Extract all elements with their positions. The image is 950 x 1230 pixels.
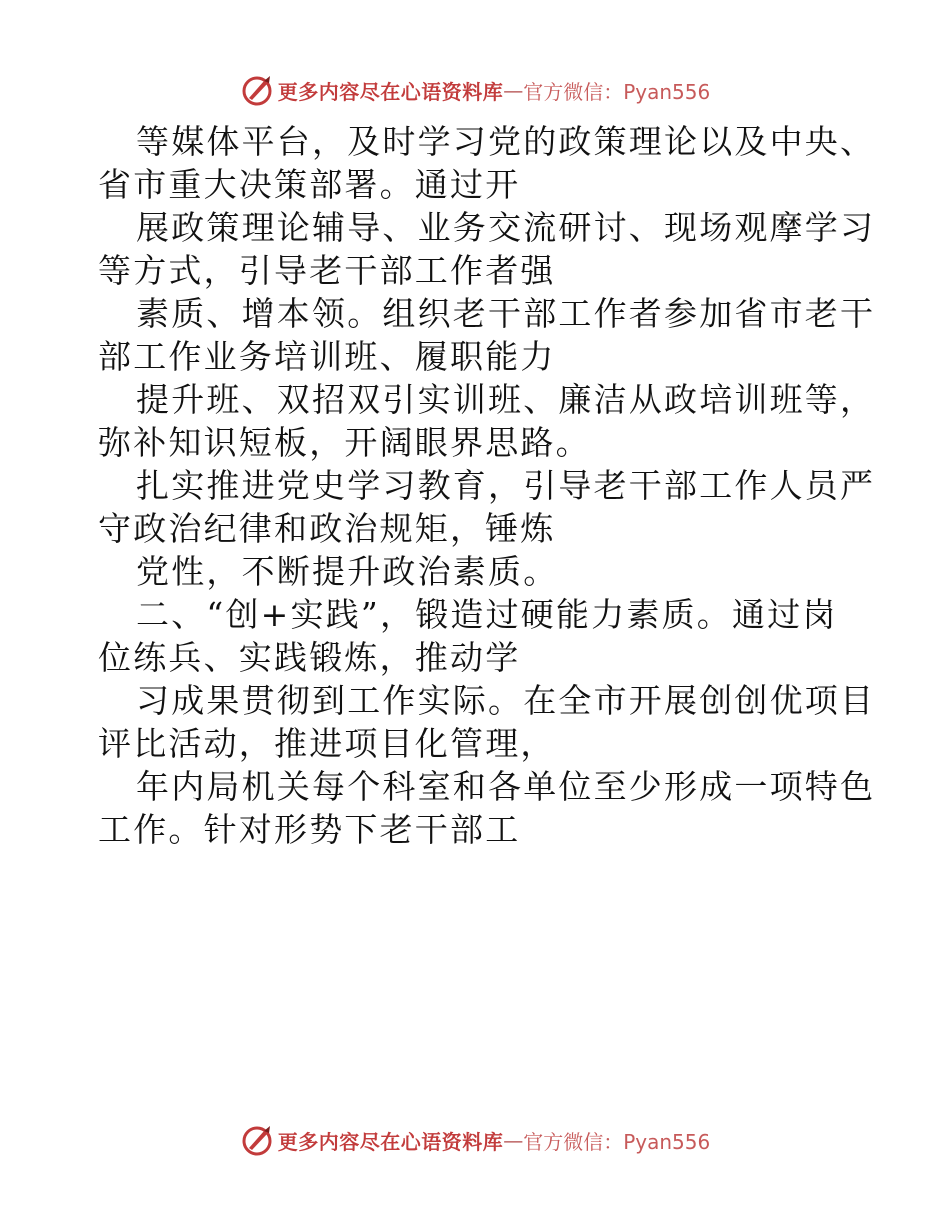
text-line: 等方式，引导老干部工作者强 xyxy=(98,251,556,290)
text-line: 位练兵、实践锻炼，推动学 xyxy=(98,638,521,677)
quill-pen-logo-icon xyxy=(240,73,274,107)
text-line: 评比活动，推进项目化管理， xyxy=(98,724,556,763)
text-line: 党性，不断提升政治素质。 xyxy=(136,552,559,591)
document-body xyxy=(98,120,876,851)
watermark-wechat: 官方微信：Pyan556 xyxy=(523,1129,711,1154)
watermark-site-name: 更多内容尽在心语资料库 xyxy=(277,79,504,104)
text-line: 扎实推进党史学习教育，引导老干部工作人员严 xyxy=(136,466,876,505)
text-line: 省市重大决策部署。通过开 xyxy=(98,165,521,204)
text-line: 守政治纪律和政治规矩，锤炼 xyxy=(98,509,556,548)
header-watermark xyxy=(0,70,950,110)
text-line: 部工作业务培训班、履职能力 xyxy=(98,337,556,376)
quill-pen-logo-icon xyxy=(240,1123,274,1157)
text-line: 提升班、双招双引实训班、廉洁从政培训班等， xyxy=(136,380,876,419)
footer-watermark xyxy=(0,1120,950,1160)
watermark-site-name: 更多内容尽在心语资料库 xyxy=(277,1129,504,1154)
text-line: 工作。针对形势下老干部工 xyxy=(98,810,521,849)
text-line: 素质、增本领。组织老干部工作者参加省市老干 xyxy=(136,294,876,333)
text-line: 年内局机关每个科室和各单位至少形成一项特色 xyxy=(136,767,876,806)
text-line: 弥补知识短板，开阔眼界思路。 xyxy=(98,423,591,462)
text-line: 等媒体平台，及时学习党的政策理论以及中央、 xyxy=(136,122,876,161)
watermark-dash: — xyxy=(503,78,524,102)
text-line: 展政策理论辅导、业务交流研讨、现场观摩学习 xyxy=(136,208,876,247)
watermark-dash: — xyxy=(503,1128,524,1152)
text-line: 习成果贯彻到工作实际。在全市开展创创优项目 xyxy=(136,681,876,720)
text-line: 二、“创+实践”，锻造过硬能力素质。通过岗 xyxy=(136,595,838,634)
watermark-wechat: 官方微信：Pyan556 xyxy=(523,79,711,104)
